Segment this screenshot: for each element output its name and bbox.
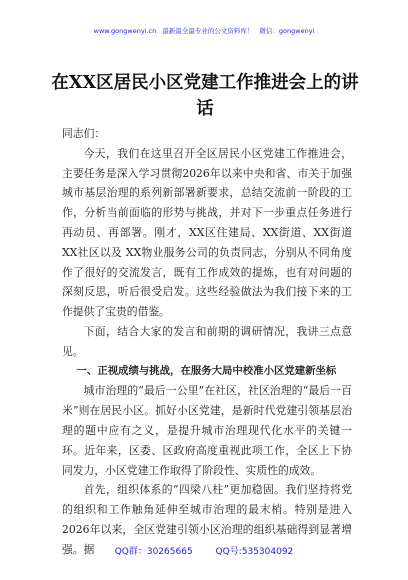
paragraph: 首先，组织体系的“四梁八柱”更加稳固。我们坚持将党的组织和工作触角延伸至城市治理的最末梢。特别是进入2026年以来，全区党建引领小区治理的组织基础得到显著增强。据	[62, 483, 352, 556]
salutation: 同志们：	[62, 127, 106, 140]
document-body	[62, 124, 352, 560]
paragraph: 今天，我们在这里召开全区居民小区党建工作推进会，主要任务是深入学习贯彻2026年以来中央和省、市关于加强城市基层治理的系列新部署新要求，总结交流前一阶段的工作，分析当前面临的形势与挑战，并对下一步重点任务进行再动员、再部署。刚才，XX区住建局、XX街道、XX街道 XX社区以及 XX物业服务公司的负责同志，分别从不同角度作了很好的交流发言，既有工作成效的提炼，也有对问题的深刻反思，听后很受启发。这些经验做法为我们接下来的工作提供了宝贵的借鉴。	[62, 146, 352, 319]
page-footer	[0, 544, 408, 557]
qq-number: QQ号:535304092	[215, 547, 294, 557]
section-heading: 一、正视成绩与挑战，在服务大局中校准小区党建新坐标	[76, 364, 337, 377]
site-url: www.gongwenyi.cn	[93, 27, 157, 35]
site-tagline: 最新最全最专业的公文资料库！	[162, 27, 254, 35]
page-header	[0, 26, 408, 35]
wechat-id: 微信：gongwenyi	[259, 27, 315, 35]
paragraph: 下面，结合大家的发言和前期的调研情况，我讲三点意见。	[62, 324, 352, 358]
document-title: 在XX区居民小区党建工作推进会上的讲话	[51, 73, 359, 119]
qq-group: QQ群：30265665	[114, 547, 193, 557]
paragraph: 城市治理的“最后一公里”在社区，社区治理的“最后一百米”则在居民小区。抓好小区党建，是新时代党建引领基层治理的题中应有之义，是提升城市治理现代化水平的关键一环。近年来，区委、区政府高度重视此项工作，全区上下协同发力，小区党建工作取得了阶段性、实质性的成效。	[62, 384, 352, 477]
